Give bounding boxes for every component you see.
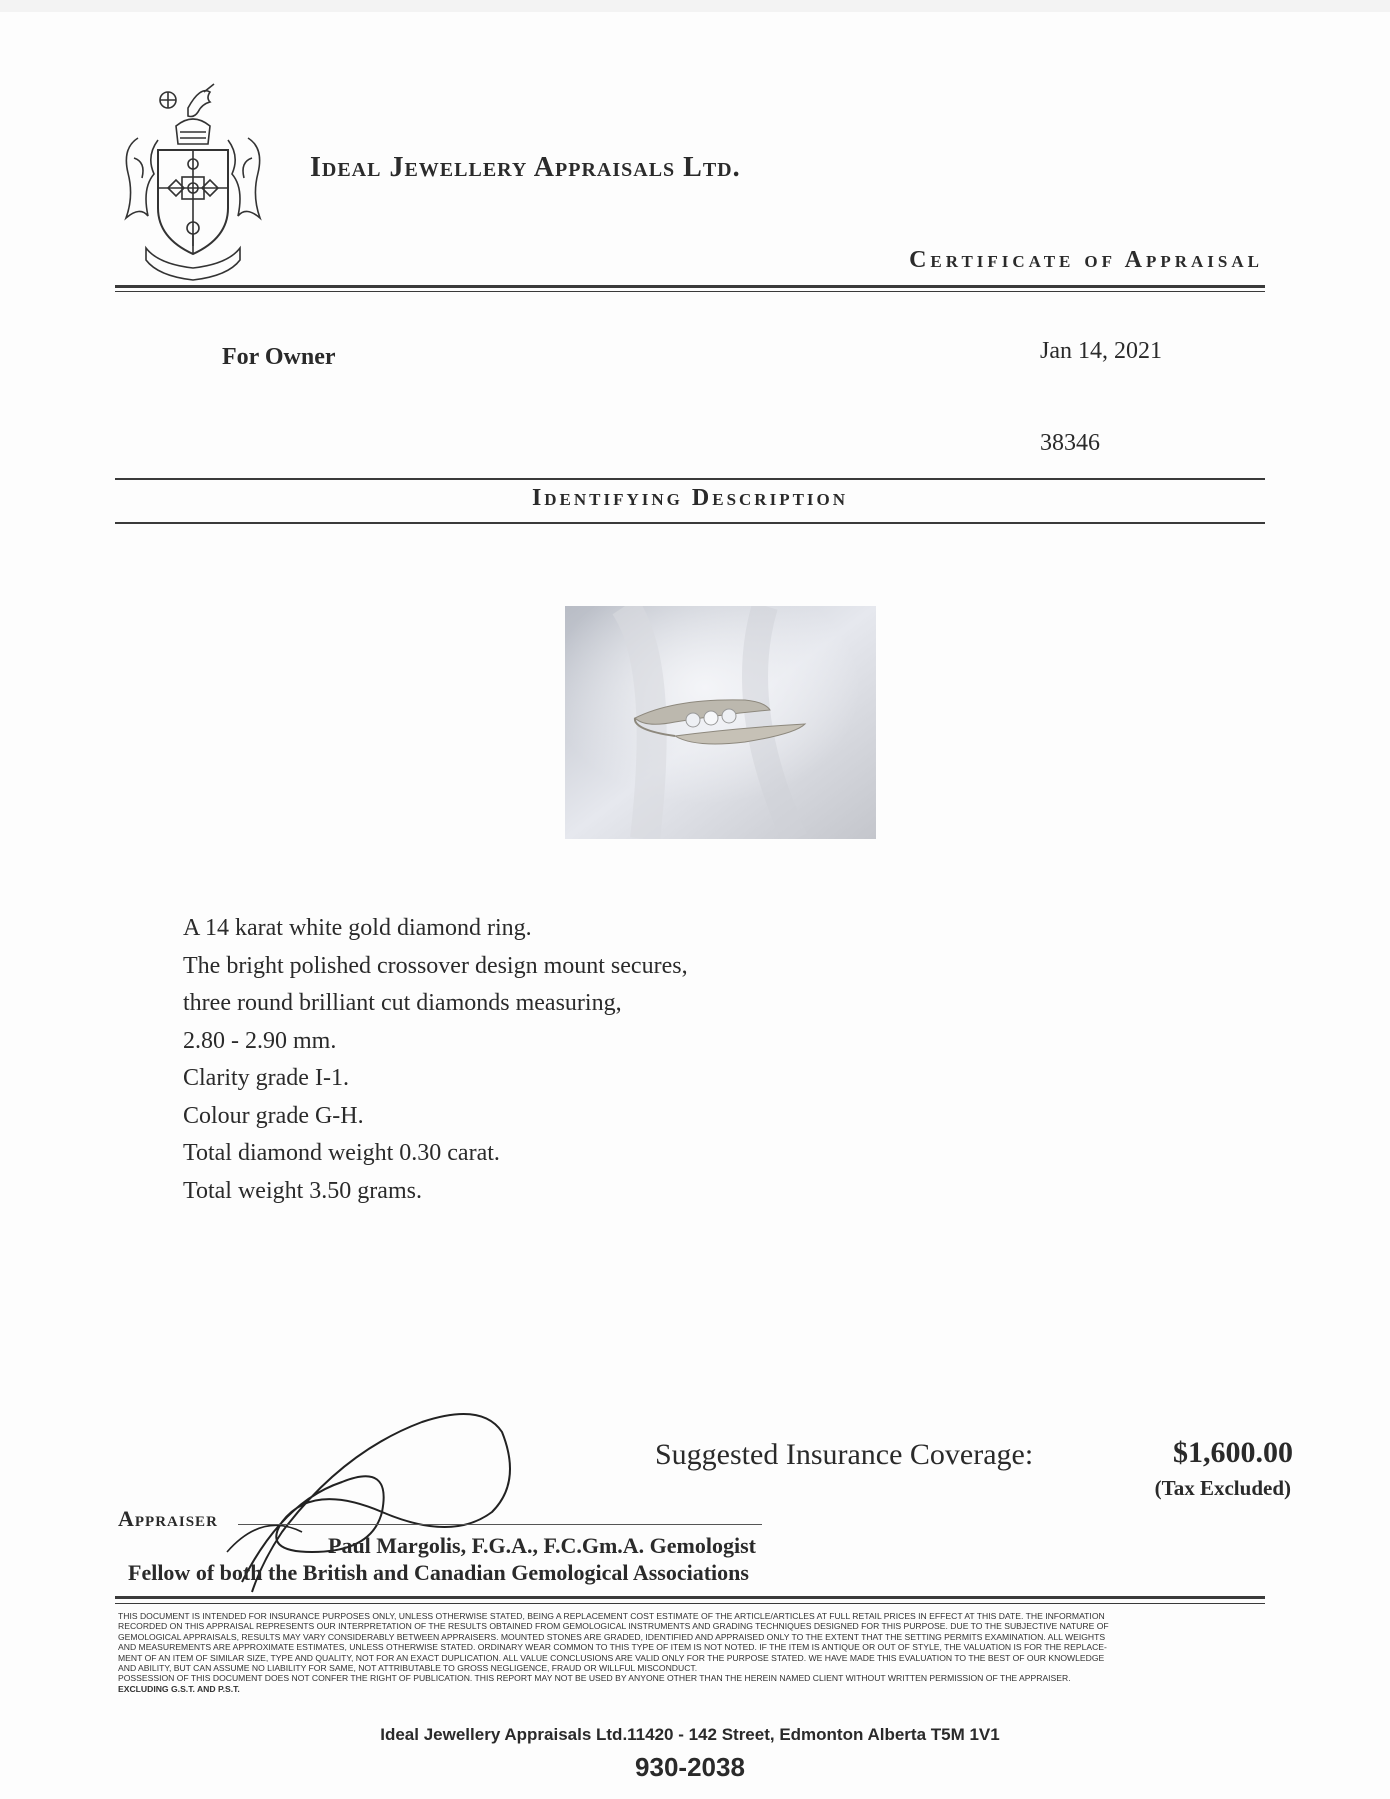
- header-divider-thin: [115, 291, 1265, 292]
- description-line: Total weight 3.50 grams.: [183, 1177, 422, 1204]
- owner-field: For Owner: [222, 344, 336, 370]
- page-top-edge: [0, 0, 1390, 12]
- description-line: A 14 karat white gold diamond ring.: [183, 915, 532, 941]
- appraiser-credentials: Fellow of both the British and Canadian Gemological Associations: [128, 1560, 749, 1585]
- tax-note: (Tax Excluded): [1154, 1476, 1291, 1500]
- signature-line: [238, 1524, 762, 1525]
- description-line: Clarity grade I-1.: [183, 1065, 349, 1091]
- reference-number: 38346: [1040, 430, 1100, 456]
- company-name: Ideal Jewellery Appraisals Ltd.: [310, 152, 741, 183]
- disclaimer-text: [118, 1611, 1268, 1694]
- appraiser-name: Paul Margolis, F.G.A., F.C.Gm.A. Gemologist: [328, 1533, 756, 1558]
- description-line: Total diamond weight 0.30 carat.: [183, 1140, 500, 1166]
- footer-divider-thin: [115, 1603, 1265, 1604]
- insurance-coverage-amount: $1,600.00: [1173, 1436, 1293, 1469]
- certificate-title: Certificate of Appraisal: [909, 247, 1263, 273]
- ring-photo: [565, 606, 876, 839]
- section-title: Identifying Description: [531, 485, 849, 511]
- description-bottom-divider: [115, 522, 1265, 524]
- company-phone: 930-2038: [635, 1752, 745, 1782]
- coat-of-arms-logo: [118, 78, 268, 288]
- disclaimer-line: GEMOLOGICAL APPRAISALS, RESULTS MAY VARY CONSIDERABLY BETWEEN APPRAISERS. MOUNTED STONES ARE GRADED, IDENTIFIED AND APPRAISED ONLY TO THE EXTENT THAT THE SETTING PERMITS EXAMINATION. ALL WEIGHTS: [118, 1631, 1106, 1642]
- disclaimer-line: MENT OF AN ITEM OF SIMILAR SIZE, TYPE AND QUALITY, NOT FOR AN EXACT DUPLICATION. ALL VALUE CONCLUSIONS ARE VALID ONLY FOR THE PURPOSE STATED. WE HAVE MADE THIS EVALUATION TO THE BEST OF OUR KNOWLEDGE: [118, 1652, 1105, 1663]
- insurance-coverage-label: Suggested Insurance Coverage:: [655, 1438, 1034, 1471]
- description-line: The bright polished crossover design mount secures,: [183, 952, 688, 979]
- description-top-divider: [115, 478, 1265, 480]
- company-address: Ideal Jewellery Appraisals Ltd.11420 - 142 Street, Edmonton Alberta T5M 1V1: [380, 1725, 1000, 1744]
- footer-divider: [115, 1596, 1265, 1599]
- appraisal-date: Jan 14, 2021: [1040, 338, 1162, 364]
- item-description: [183, 910, 688, 1210]
- disclaimer-line: AND MEASUREMENTS ARE APPROXIMATE ESTIMATES, UNLESS OTHERWISE STATED. ORDINARY WEAR COMMON TO THIS TYPE OF ITEM IS NOT NOTED. IF THE ITEM IS ANTIQUE OR OUT OF STYLE, THE VALUATION IS FOR THE REPLACE-: [118, 1642, 1107, 1653]
- description-line: Colour grade G-H.: [183, 1102, 364, 1129]
- appraiser-label: Appraiser: [118, 1506, 218, 1531]
- description-line: 2.80 - 2.90 mm.: [183, 1027, 337, 1054]
- disclaimer-line: AND ABILITY, BUT CAN ASSUME NO LIABILITY FOR SAME, NOT ATTRIBUTABLE TO GROSS NEGLIGENCE, FRAUD OR WILLFUL MISCONDUCT.: [118, 1663, 698, 1674]
- header-divider: [115, 285, 1265, 288]
- description-line: three round brilliant cut diamonds measuring,: [183, 990, 622, 1016]
- disclaimer-line: POSSESSION OF THIS DOCUMENT DOES NOT CONFER THE RIGHT OF PUBLICATION. THIS REPORT MAY NOT BE USED BY ANYONE OTHER THAN THE HEREIN NAMED CLIENT WITHOUT WRITTEN PERMISSION OF THE APPRAISER.: [118, 1673, 1071, 1684]
- tax-exclusion-note: EXCLUDING G.S.T. AND P.S.T.: [118, 1683, 240, 1694]
- disclaimer-line: THIS DOCUMENT IS INTENDED FOR INSURANCE PURPOSES ONLY, UNLESS OTHERWISE STATED, BEING A REPLACEMENT COST ESTIMATE OF THE ARTICLE/ARTICLES AT FULL RETAIL PRICES IN EFFECT AT THIS DATE. THE INFORMATION: [118, 1611, 1105, 1621]
- disclaimer-line: RECORDED ON THIS APPRAISAL REPRESENTS OUR INTERPRETATION OF THE RESULTS OBTAINED FROM GEMOLOGICAL INSTRUMENTS AND GRADING TECHNIQUES DESIGNED FOR THIS PURPOSE. DUE TO THE SUBJECTIVE NATURE OF: [118, 1621, 1109, 1632]
